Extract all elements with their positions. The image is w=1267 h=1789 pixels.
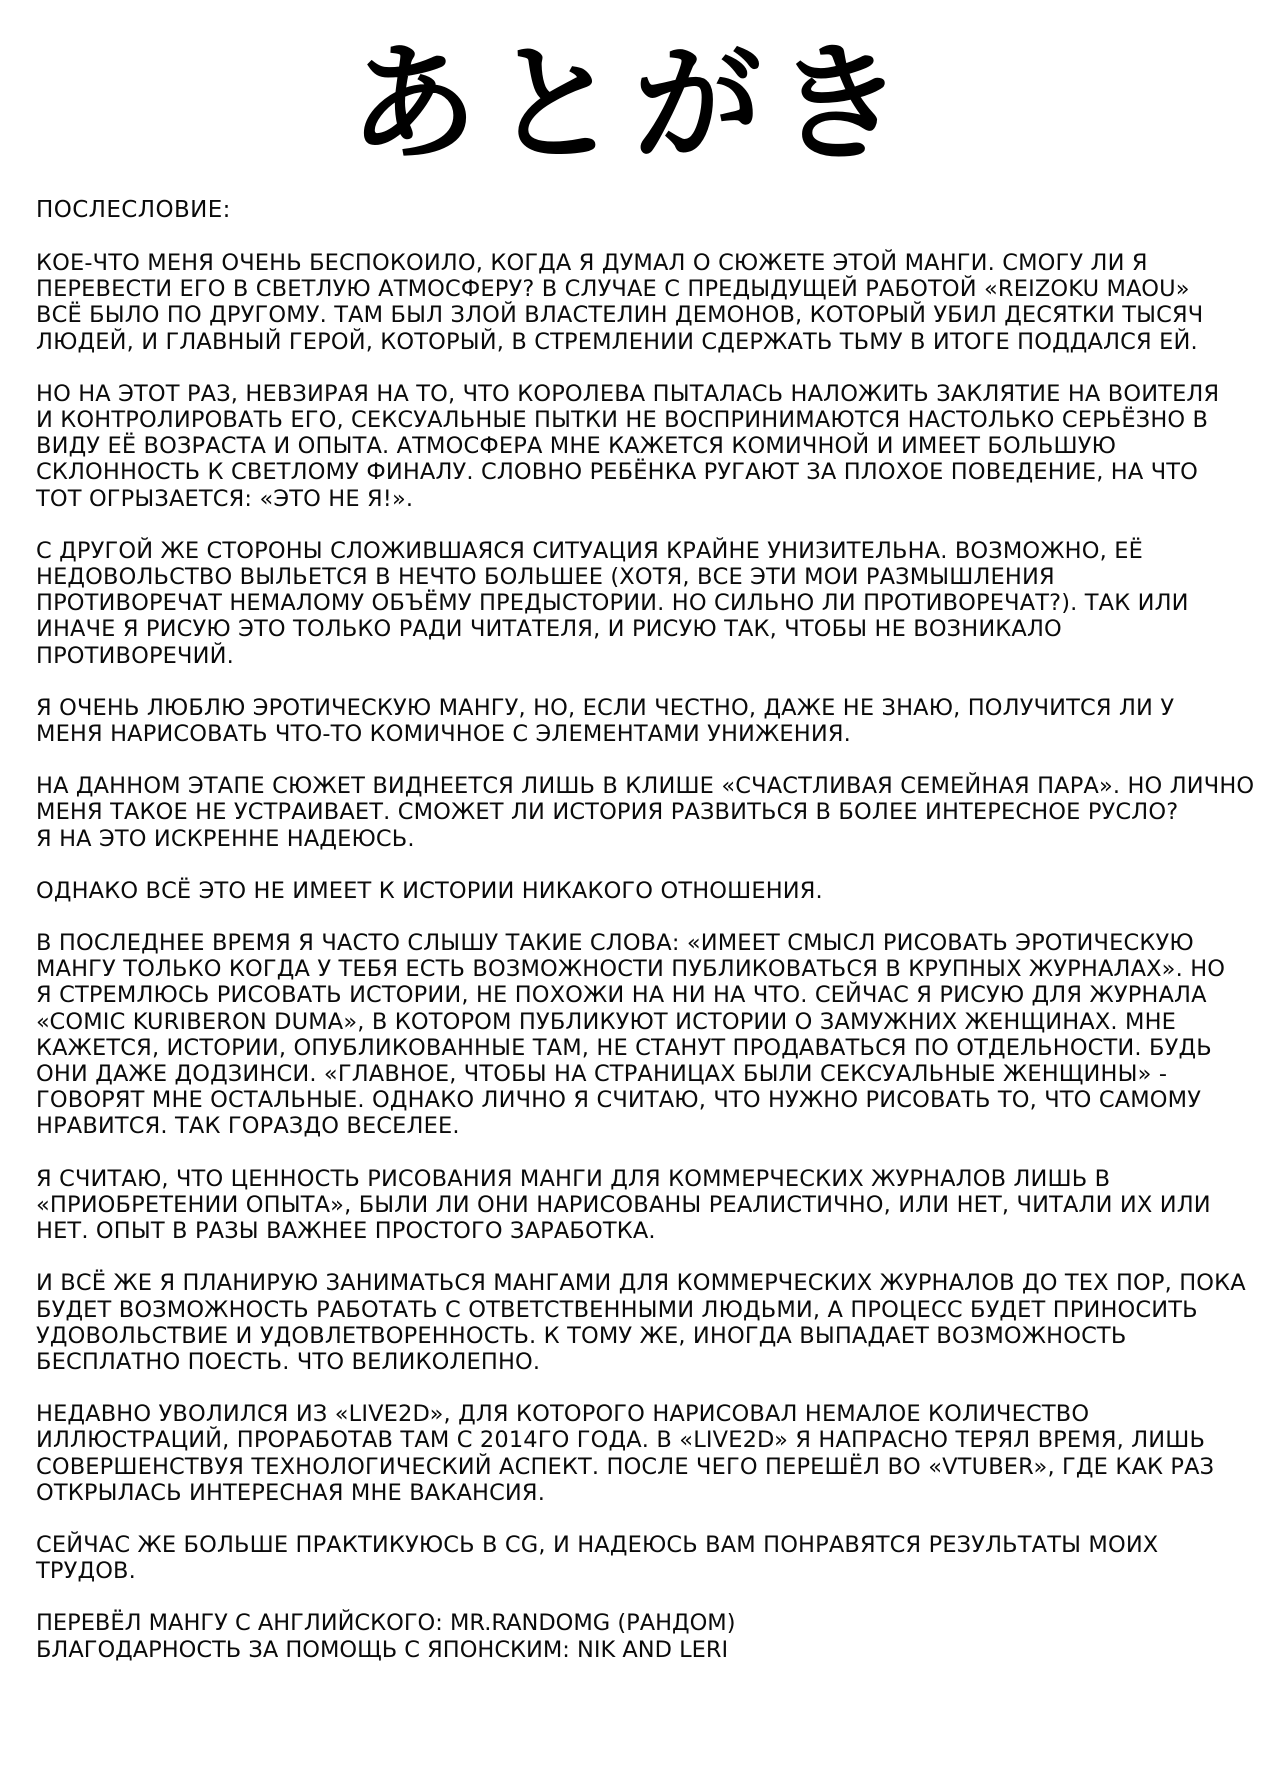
page-title: あとがき bbox=[349, 30, 918, 179]
paragraph-5 bbox=[36, 773, 1255, 852]
text-line: НРАВИТСЯ. ТАК ГОРАЗДО ВЕСЕЛЕЕ. bbox=[36, 1113, 460, 1140]
paragraph-7 bbox=[36, 930, 1236, 1140]
text-line: С ДРУГОЙ ЖЕ СТОРОНЫ СЛОЖИВШАЯСЯ СИТУАЦИЯ КРАЙНЕ УНИЗИТЕЛЬНА. ВОЗМОЖНО, ЕЁ bbox=[36, 537, 1143, 564]
paragraph-3 bbox=[36, 538, 1236, 669]
text-line: «ПРИОБРЕТЕНИИ ОПЫТА», БЫЛИ ЛИ ОНИ НАРИСОВАНЫ РЕАЛИСТИЧНО, ИЛИ НЕТ, ЧИТАЛИ ИХ ИЛИ bbox=[36, 1191, 1211, 1218]
text-line: ПЕРЕВЕСТИ ЕГО В СВЕТЛУЮ АТМОСФЕРУ? В СЛУЧАЕ С ПРЕДЫДУЩЕЙ РАБОТОЙ «REIZOKU MAOU» bbox=[36, 276, 1190, 303]
text-line: ТРУДОВ. bbox=[36, 1558, 136, 1585]
afterword-body bbox=[36, 197, 1255, 1663]
paragraph-2 bbox=[36, 381, 1236, 512]
text-line: СОВЕРШЕНСТВУЯ ТЕХНОЛОГИЧЕСКИЙ АСПЕКТ. ПОСЛЕ ЧЕГО ПЕРЕШЁЛ ВО «VTUBER», ГДЕ КАК РАЗ bbox=[36, 1453, 1215, 1480]
text-line: УДОВОЛЬСТВИЕ И УДОВЛЕТВОРЕННОСТЬ. К ТОМУ ЖЕ, ИНОГДА ВЫПАДАЕТ ВОЗМОЖНОСТЬ bbox=[36, 1322, 1127, 1349]
text-line: БЕСПЛАТНО ПОЕСТЬ. ЧТО ВЕЛИКОЛЕПНО. bbox=[36, 1348, 541, 1375]
text-line: МАНГУ ТОЛЬКО КОГДА У ТЕБЯ ЕСТЬ ВОЗМОЖНОСТИ ПУБЛИКОВАТЬСЯ В КРУПНЫХ ЖУРНАЛАХ». НО bbox=[36, 956, 1226, 983]
text-line: ПРОТИВОРЕЧАТ НЕМАЛОМУ ОБЪЁМУ ПРЕДЫСТОРИИ. НО СИЛЬНО ЛИ ПРОТИВОРЕЧАТ?). ТАК ИЛИ bbox=[36, 590, 1189, 617]
text-line: Я НА ЭТО ИСКРЕННЕ НАДЕЮСЬ. bbox=[36, 825, 415, 852]
paragraph-8 bbox=[36, 1166, 1236, 1245]
paragraph-4 bbox=[36, 695, 1236, 747]
text-line: КОЕ-ЧТО МЕНЯ ОЧЕНЬ БЕСПОКОИЛО, КОГДА Я ДУМАЛ О СЮЖЕТЕ ЭТОЙ МАНГИ. СМОГУ ЛИ Я bbox=[36, 250, 1148, 276]
text-line: И КОНТРОЛИРОВАТЬ ЕГО, СЕКСУАЛЬНЫЕ ПЫТКИ НЕ ВОСПРИНИМАЮТСЯ НАСТОЛЬКО СЕРЬЁЗНО В bbox=[36, 407, 1209, 434]
translator-credit: ПЕРЕВЁЛ МАНГУ С АНГЛИЙСКОГО: MR.RANDOMG (РАНДОМ) bbox=[36, 1610, 736, 1637]
text-line: НЕДОВОЛЬСТВО ВЫЛЬЕТСЯ В НЕЧТО БОЛЬШЕЕ (ХОТЯ, ВСЕ ЭТИ МОИ РАЗМЫШЛЕНИЯ bbox=[36, 564, 1055, 591]
text-line: Я СЧИТАЮ, ЧТО ЦЕННОСТЬ РИСОВАНИЯ МАНГИ ДЛЯ КОММЕРЧЕСКИХ ЖУРНАЛОВ ЛИШЬ В bbox=[36, 1165, 1111, 1192]
text-line: ЛЮДЕЙ, И ГЛАВНЫЙ ГЕРОЙ, КОТОРЫЙ, В СТРЕМЛЕНИИ СДЕРЖАТЬ ТЬМУ В ИТОГЕ ПОДДАЛСЯ ЕЙ. bbox=[36, 328, 1198, 355]
text-line: Я СТРЕМЛЮСЬ РИСОВАТЬ ИСТОРИИ, НЕ ПОХОЖИ НА НИ НА ЧТО. СЕЙЧАС Я РИСУЮ ДЛЯ ЖУРНАЛА bbox=[36, 982, 1207, 1009]
text-line: ТОТ ОГРЫЗАЕТСЯ: «ЭТО НЕ Я!». bbox=[36, 485, 414, 512]
text-line: ВСЁ БЫЛО ПО ДРУГОМУ. ТАМ БЫЛ ЗЛОЙ ВЛАСТЕЛИН ДЕМОНОВ, КОТОРЫЙ УБИЛ ДЕСЯТКИ ТЫСЯЧ bbox=[36, 302, 1204, 329]
text-line: ВИДУ ЕЁ ВОЗРАСТА И ОПЫТА. АТМОСФЕРА МНЕ КАЖЕТСЯ КОМИЧНОЙ И ИМЕЕТ БОЛЬШУЮ bbox=[36, 433, 1117, 460]
text-line: ОНИ ДАЖЕ ДОДЗИНСИ. «ГЛАВНОЕ, ЧТОБЫ НА СТРАНИЦАХ БЫЛИ СЕКСУАЛЬНЫЕ ЖЕНЩИНЫ» - bbox=[36, 1061, 1168, 1088]
text-line: Я ОЧЕНЬ ЛЮБЛЮ ЭРОТИЧЕСКУЮ МАНГУ, НО, ЕСЛИ ЧЕСТНО, ДАЖЕ НЕ ЗНАЮ, ПОЛУЧИТСЯ ЛИ У bbox=[36, 694, 1175, 721]
paragraph-10 bbox=[36, 1401, 1236, 1506]
text-line: БУДЕТ ВОЗМОЖНОСТЬ РАБОТАТЬ С ОТВЕТСТВЕННЫМИ ЛЮДЬМИ, А ПРОЦЕСС БУДЕТ ПРИНОСИТЬ bbox=[36, 1296, 1198, 1323]
text-line: НЕТ. ОПЫТ В РАЗЫ ВАЖНЕЕ ПРОСТОГО ЗАРАБОТКА. bbox=[36, 1218, 656, 1245]
text-line: КАЖЕТСЯ, ИСТОРИИ, ОПУБЛИКОВАННЫЕ ТАМ, НЕ СТАНУТ ПРОДАВАТЬСЯ ПО ОТДЕЛЬНОСТИ. БУДЬ bbox=[36, 1034, 1212, 1061]
text-line: И ВСЁ ЖЕ Я ПЛАНИРУЮ ЗАНИМАТЬСЯ МАНГАМИ ДЛЯ КОММЕРЧЕСКИХ ЖУРНАЛОВ ДО ТЕХ ПОР, ПОКА bbox=[36, 1270, 1246, 1297]
text-line: НЕДАВНО УВОЛИЛСЯ ИЗ «LIVE2D», ДЛЯ КОТОРОГО НАРИСОВАЛ НЕМАЛОЕ КОЛИЧЕСТВО bbox=[36, 1401, 1090, 1428]
text-line: МЕНЯ ТАКОЕ НЕ УСТРАИВАЕТ. СМОЖЕТ ЛИ ИСТОРИЯ РАЗВИТЬСЯ В БОЛЕЕ ИНТЕРЕСНОЕ РУСЛО? bbox=[36, 799, 1179, 826]
text-line: ОТКРЫЛАСЬ ИНТЕРЕСНАЯ МНЕ ВАКАНСИЯ. bbox=[36, 1479, 545, 1506]
thanks-credit: БЛАГОДАРНОСТЬ ЗА ПОМОЩЬ С ЯПОНСКИМ: NIK AND LERI bbox=[36, 1636, 729, 1663]
paragraph-6 bbox=[36, 878, 1236, 904]
text-line: «COMIC KURIBERON DUMA», В КОТОРОМ ПУБЛИКУЮТ ИСТОРИИ О ЗАМУЖНИХ ЖЕНЩИНАХ. МНЕ bbox=[36, 1008, 1177, 1035]
text-line: СКЛОННОСТЬ К СВЕТЛОМУ ФИНАЛУ. СЛОВНО РЕБЁНКА РУГАЮТ ЗА ПЛОХОЕ ПОВЕДЕНИЕ, НА ЧТО bbox=[36, 459, 1199, 486]
text-line: ГОВОРЯТ МНЕ ОСТАЛЬНЫЕ. ОДНАКО ЛИЧНО Я СЧИТАЮ, ЧТО НУЖНО РИСОВАТЬ ТО, ЧТО САМОМУ bbox=[36, 1087, 1202, 1114]
credits bbox=[36, 1610, 1236, 1662]
text-line: В ПОСЛЕДНЕЕ ВРЕМЯ Я ЧАСТО СЛЫШУ ТАКИЕ СЛОВА: «ИМЕЕТ СМЫСЛ РИСОВАТЬ ЭРОТИЧЕСКУЮ bbox=[36, 930, 1194, 957]
text-line: МЕНЯ НАРИСОВАТЬ ЧТО-ТО КОМИЧНОЕ С ЭЛЕМЕНТАМИ УНИЖЕНИЯ. bbox=[36, 721, 851, 748]
text-line: НО НА ЭТОТ РАЗ, НЕВЗИРАЯ НА ТО, ЧТО КОРОЛЕВА ПЫТАЛАСЬ НАЛОЖИТЬ ЗАКЛЯТИЕ НА ВОИТЕЛЯ bbox=[36, 380, 1220, 407]
paragraph-9 bbox=[36, 1270, 1246, 1375]
section-heading: ПОСЛЕСЛОВИЕ: bbox=[36, 197, 231, 223]
text-line: ИЛЛЮСТРАЦИЙ, ПРОРАБОТАВ ТАМ С 2014ГО ГОДА. В «LIVE2D» Я НАПРАСНО ТЕРЯЛ ВРЕМЯ, ЛИШЬ bbox=[36, 1427, 1206, 1454]
text-line: ПРОТИВОРЕЧИЙ. bbox=[36, 642, 234, 669]
text-line: ИНАЧЕ Я РИСУЮ ЭТО ТОЛЬКО РАДИ ЧИТАТЕЛЯ, И РИСУЮ ТАК, ЧТОБЫ НЕ ВОЗНИКАЛО bbox=[36, 616, 1062, 643]
text-line: СЕЙЧАС ЖЕ БОЛЬШЕ ПРАКТИКУЮСЬ В CG, И НАДЕЮСЬ ВАМ ПОНРАВЯТСЯ РЕЗУЛЬТАТЫ МОИХ bbox=[36, 1531, 1159, 1558]
text-line: НА ДАННОМ ЭТАПЕ СЮЖЕТ ВИДНЕЕТСЯ ЛИШЬ В КЛИШЕ «СЧАСТЛИВАЯ СЕМЕЙНАЯ ПАРА». НО ЛИЧНО bbox=[36, 773, 1255, 800]
paragraph-1 bbox=[36, 250, 1236, 355]
paragraph-11 bbox=[36, 1532, 1236, 1584]
text-line: ОДНАКО ВСЁ ЭТО НЕ ИМЕЕТ К ИСТОРИИ НИКАКОГО ОТНОШЕНИЯ. bbox=[36, 877, 823, 904]
